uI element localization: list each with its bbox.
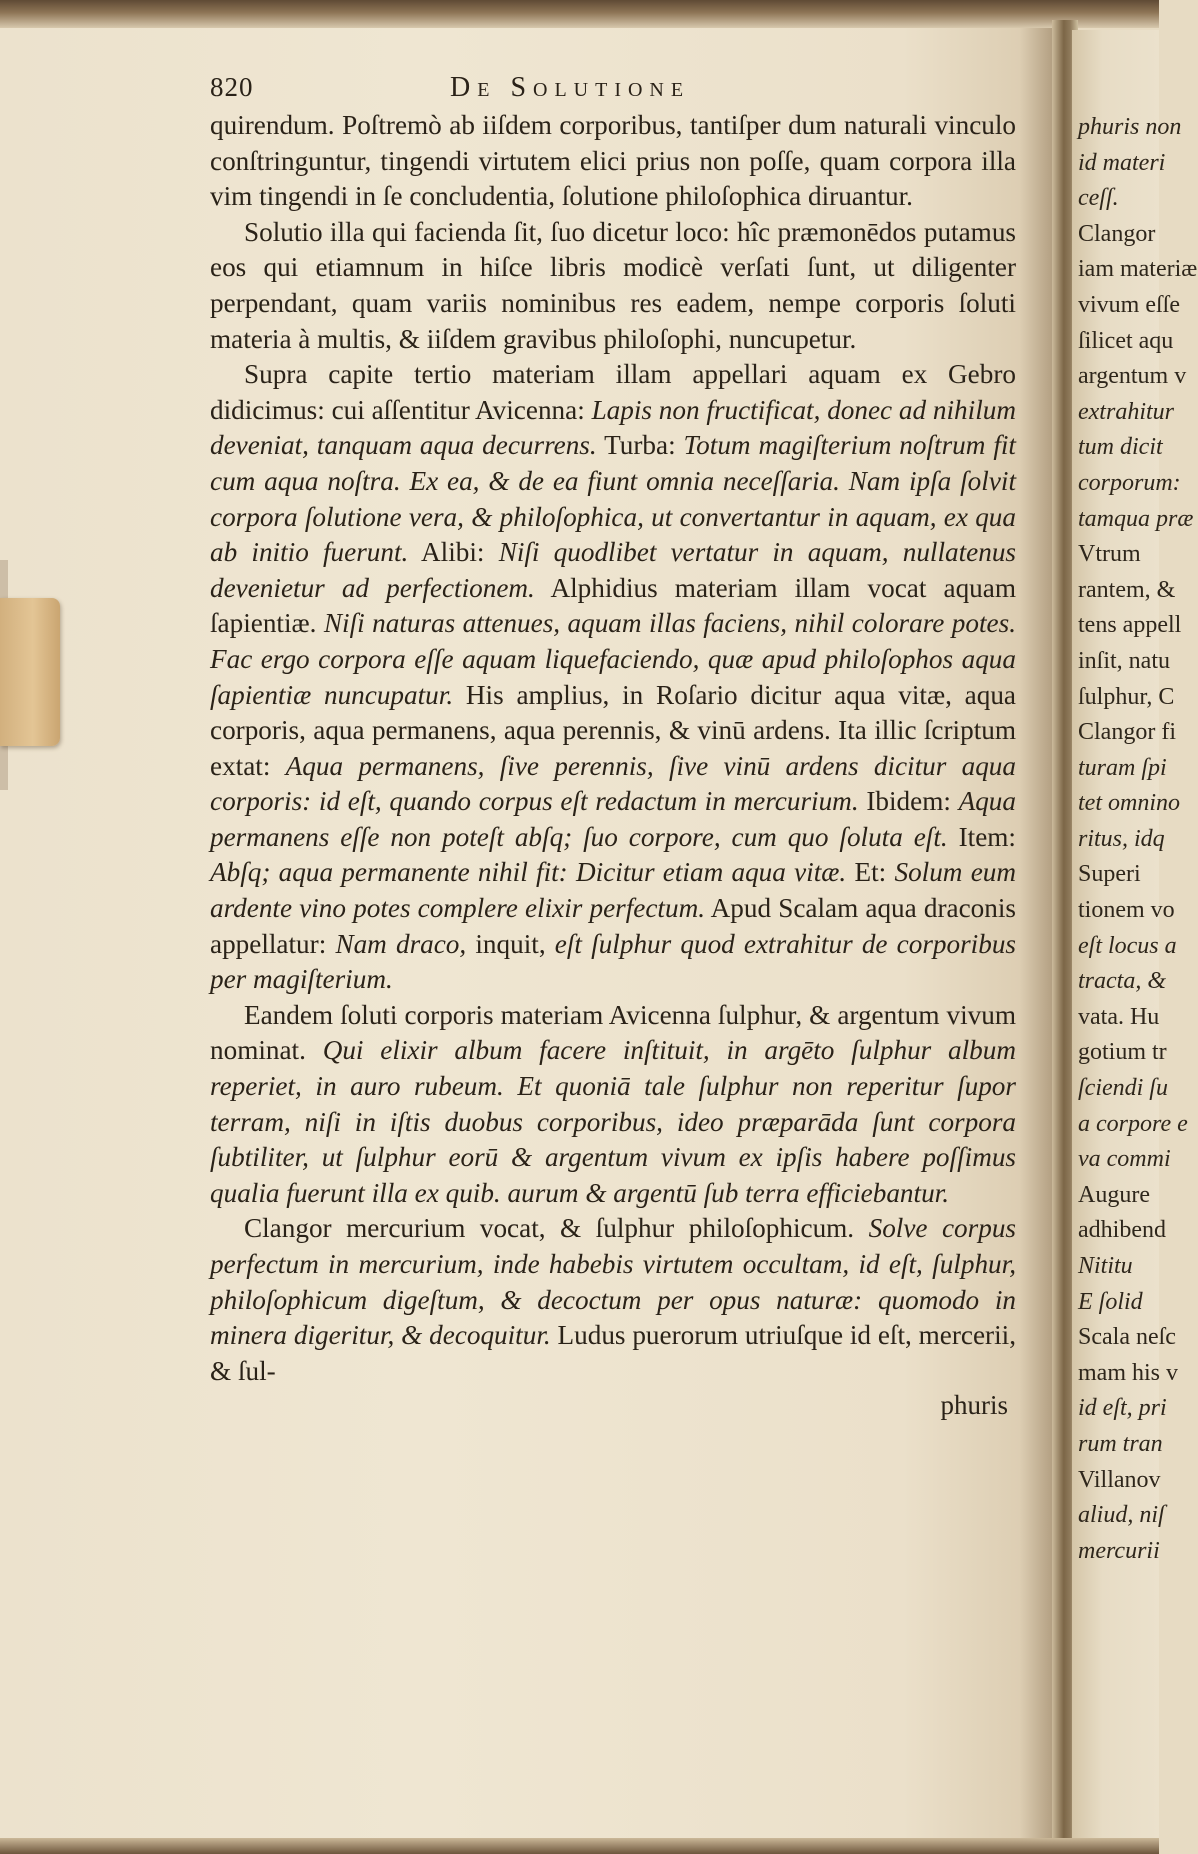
italic-quotation: Abſq; aqua permanente nihil fit: Dicitur etiam aqua vitæ. (210, 857, 847, 888)
adjacent-page-line: Clangor fi (1078, 719, 1176, 746)
adjacent-page-line: id materi (1078, 149, 1166, 176)
adjacent-page-line: ritus, idq (1078, 825, 1165, 852)
italic-quotation: Solve corpus perfectum in mercurium, inde habebis virtutem occultam, id eſt, ſulphur, philoſophicum digeſtum, & decoctum per opus naturæ: quomodo in minera digeritur, & decoquitur. (210, 1213, 1016, 1351)
paragraph (210, 1211, 1016, 1389)
adjacent-page-line: extrahitur (1078, 398, 1174, 425)
adjacent-page-line: ceſſ. (1078, 185, 1119, 212)
text-run: Supra capite tertio materiam illam appellari aquam ex Gebro didicimus: cui aſſentitur Avicenna: (210, 359, 1016, 425)
page-number: 820 (210, 72, 254, 102)
adjacent-page-line: ſciendi ſu (1078, 1075, 1168, 1102)
text-run: Item: (947, 821, 1016, 852)
adjacent-page-line: tracta, & (1078, 968, 1166, 995)
text-run: Et: (846, 857, 895, 888)
adjacent-page-line: mam his v (1078, 1359, 1178, 1386)
adjacent-page-line: rantem, & (1078, 576, 1176, 603)
adjacent-page-line: tamqua præ (1078, 505, 1194, 532)
body-text (210, 108, 1016, 1389)
catchword: phuris (940, 1390, 1008, 1421)
paragraph (210, 998, 1016, 1212)
adjacent-page-line: gotium tr (1078, 1039, 1167, 1066)
adjacent-page-line: Clangor (1078, 220, 1156, 247)
text-run: Ludus puerorum utriuſque id eſt, mercerii, & ſul- (210, 1320, 1016, 1386)
paragraph (210, 215, 1016, 357)
adjacent-page-line: turam ſpi (1078, 754, 1167, 781)
adjacent-page-line: vivum eſſe (1078, 291, 1180, 318)
text-run: Eandem ſoluti corporis materiam Avicenna ſulphur, & argentum vivum nominat. (210, 999, 1016, 1066)
book-top-edge (0, 0, 1159, 28)
adjacent-page-line: a corpore e (1078, 1110, 1188, 1137)
italic-quotation: Lapis non fructificat, donec ad nihilum deveniat, tanquam aqua decurrens. (210, 394, 1016, 461)
italic-quotation: Aqua permanens eſſe non poteſt abſq; ſuo corpore, cum quo ſoluta eſt. (210, 786, 1016, 852)
adjacent-page-line: mercurii (1078, 1537, 1160, 1564)
italic-quotation: Niſi quodlibet vertatur in aquam, nullatenus devenietur ad perfectionem. (210, 537, 1017, 603)
adjacent-page-line: adhibend (1078, 1217, 1166, 1244)
text-run: His amplius, in Roſario dicitur aqua vitæ, aqua corporis, aqua permanens, aqua perennis, & vinū ardens. Ita illic ſcriptum extat: (210, 679, 1016, 781)
italic-quotation: Qui elixir album facere inſtituit, in argēto ſulphur album reperiet, in auro rubeum. Et quoniā tale ſulphur non reperitur ſupor terram, niſi in iſtis duobus corporibus, ideo præparāda ſunt corpora ſubtiliter, ut ſulphur eorū & argentum vivum ex ipſis habere poſſimus qualia fuerunt illa ex quib. aurum & argentū ſub terra efficiebantur. (210, 1035, 1016, 1208)
book-bottom-edge (0, 1838, 1159, 1854)
italic-quotation: Nam draco, (335, 928, 467, 959)
text-run: Apud Scalam aqua draconis appellatur: (210, 893, 1016, 959)
text-run: quirendum. Poſtremò ab iiſdem corporibus, tantiſper dum naturali vinculo conſtringuntur, tingendi virtutem elici prius non poſſe, quam corpora illa vim tingendi in ſe concludentia, ſolutione philoſophica diruantur. (210, 110, 1016, 212)
paragraph (210, 357, 1016, 998)
text-run: Alphidius materiam illam vocat aquam ſapientiæ. (210, 572, 1016, 639)
text-run: Solutio illa qui facienda ſit, ſuo dicetur loco: hîc præmonēdos putamus eos qui etiamnum in hiſce libris modicè verſati ſunt, ut diligenter perpendant, quam variis nominibus res eadem, nempe corporis ſoluti materia à multis, & iiſdem gravibus philoſophi, nuncupetur. (210, 216, 1016, 354)
adjacent-page-line: phuris non (1078, 114, 1182, 140)
adjacent-page-line: Superi (1078, 861, 1141, 888)
text-run: Turba: (596, 430, 684, 461)
adjacent-page-line: tionem vo (1078, 897, 1175, 924)
adjacent-page-line: tens appell (1078, 612, 1182, 639)
italic-quotation: eſt ſulphur quod extrahitur de corporibus per magiſterium. (210, 928, 1016, 995)
adjacent-page-line: id eſt, pri (1078, 1395, 1167, 1422)
italic-quotation: Aqua permanens, ſive perennis, ſive vinū ardens dicitur aqua corporis: id eſt, quando corpus eſt redactum in mercurium. (210, 750, 1016, 817)
adjacent-page-line: rum tran (1078, 1430, 1163, 1457)
page-header (210, 72, 1016, 108)
italic-quotation: Solum eum ardente vino potes complere elixir perfectum. (210, 857, 1016, 924)
adjacent-page-text (1078, 110, 1198, 1569)
adjacent-page-line: ſilicet aqu (1078, 327, 1174, 354)
running-head: De Solutione (450, 72, 691, 103)
adjacent-page-line: Nititu (1078, 1253, 1133, 1279)
text-run: Ibidem: (858, 786, 959, 817)
adjacent-page-line: vata. Hu (1078, 1003, 1160, 1030)
text-run: inquit, (466, 928, 555, 959)
adjacent-page-line: inſit, natu (1078, 647, 1170, 674)
text-run: Clangor mercurium vocat, & ſulphur philoſophicum. (244, 1213, 869, 1244)
adjacent-page-line: va commi (1078, 1146, 1171, 1173)
adjacent-page-line: ſulphur, C (1078, 683, 1175, 710)
adjacent-page-line: aliud, niſ (1078, 1502, 1165, 1529)
bookmark-tab (0, 598, 60, 746)
adjacent-page-line: iam materiæ (1078, 256, 1198, 283)
adjacent-page-line: tet omnino (1078, 790, 1180, 817)
adjacent-page-line: Augure (1078, 1181, 1150, 1208)
adjacent-page-line: Vtrum (1078, 541, 1141, 568)
adjacent-page-line: eſt locus a (1078, 932, 1177, 959)
text-run: Alibi: (408, 537, 499, 568)
italic-quotation: Niſi naturas attenues, aquam illas faciens, nihil colorare potes. Fac ergo corpora eſſe aquam liquefaciendo, quæ apud philoſophos aqua ſapientiæ nuncupatur. (210, 608, 1016, 710)
page-text-block (210, 72, 1016, 1421)
adjacent-page-line: corporum: (1078, 469, 1181, 496)
adjacent-page-line: Scala neſc (1078, 1324, 1176, 1351)
adjacent-page-line: tum dicit (1078, 434, 1163, 461)
italic-quotation: Totum magiſterium noſtrum fit cum aqua noſtra. Ex ea, & de ea fiunt omnia neceſſaria. Nam ipſa ſolvit corpora ſolutione vera, & philoſophica, ut convertantur in aquam, ex qua ab initio fuerunt. (210, 430, 1016, 568)
adjacent-page (1072, 30, 1198, 1840)
adjacent-page-line: Villanov (1078, 1466, 1161, 1493)
adjacent-page-line: argentum v (1078, 363, 1187, 390)
paragraph (210, 108, 1016, 215)
adjacent-page-line: E ſolid (1078, 1288, 1143, 1315)
